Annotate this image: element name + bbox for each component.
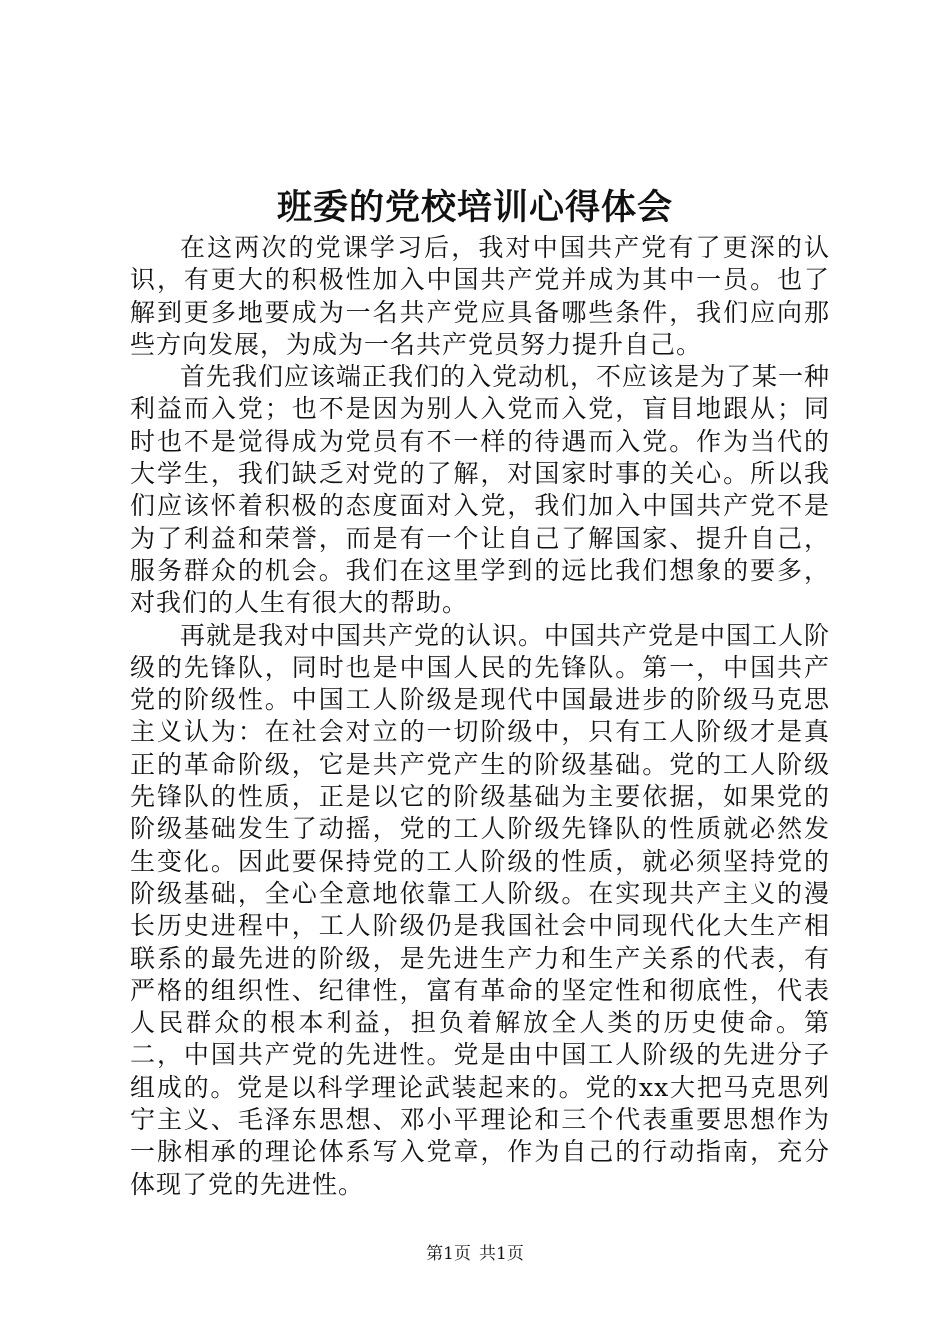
page-footer [0,1243,950,1265]
paragraph-2: 首先我们应该端正我们的入党动机，不应该是为了某一种利益而入党；也不是因为别人入党而入党，盲目地跟从；同时也不是觉得成为党员有不一样的待遇而入党。作为当代的大学生，我们缺乏对党的了解，对国家时事的关心。所以我们应该怀着积极的态度面对入党，我们加入中国共产党不是为了利益和荣誉，而是有一个让自己了解国家、提升自己，服务群众的机会。我们在这里学到的远比我们想象的要多，对我们的人生有很大的帮助。 [130,362,831,618]
paragraph-1: 在这两次的党课学习后，我对中国共产党有了更深的认识，有更大的积极性加入中国共产党并成为其中一员。也了解到更多地要成为一名共产党应具备哪些条件，我们应向那些方向发展，为成为一名共产党员努力提升自己。 [130,233,830,359]
document-body [130,232,830,1201]
page-number: 第1页 [426,1244,471,1264]
document-title: 班委的党校培训心得体会 [276,187,673,228]
paragraph-3: 再就是我对中国共产党的认识。中国共产党是中国工人阶级的先锋队，同时也是中国人民的先锋队。第一，中国共产党的阶级性。中国工人阶级是现代中国最进步的阶级马克思主义认为：在社会对立的一切阶级中，只有工人阶级才是真正的革命阶级，它是共产党产生的阶级基础。党的工人阶级先锋队的性质，正是以它的阶级基础为主要依据，如果党的阶级基础发生了动摇，党的工人阶级先锋队的性质就必然发生变化。因此要保持党的工人阶级的性质，就必须坚持党的阶级基础，全心全意地依靠工人阶级。在实现共产主义的漫长历史进程中，工人阶级仍是我国社会中同现代化大生产相联系的最先进的阶级，是先进生产力和生产关系的代表，有严格的组织性、纪律性，富有革命的坚定性和彻底性，代表人民群众的根本利益，担负着解放全人类的历史使命。第二，中国共产党的先进性。党是由中国工人阶级的先进分子组成的。党是以科学理论武装起来的。党的xx大把马克思列宁主义、毛泽东思想、邓小平理论和三个代表重要思想作为一脉相承的理论体系写入党章，作为自己的行动指南，充分体现了党的先进性。 [130,620,831,1199]
page-total: 共1页 [479,1244,524,1264]
